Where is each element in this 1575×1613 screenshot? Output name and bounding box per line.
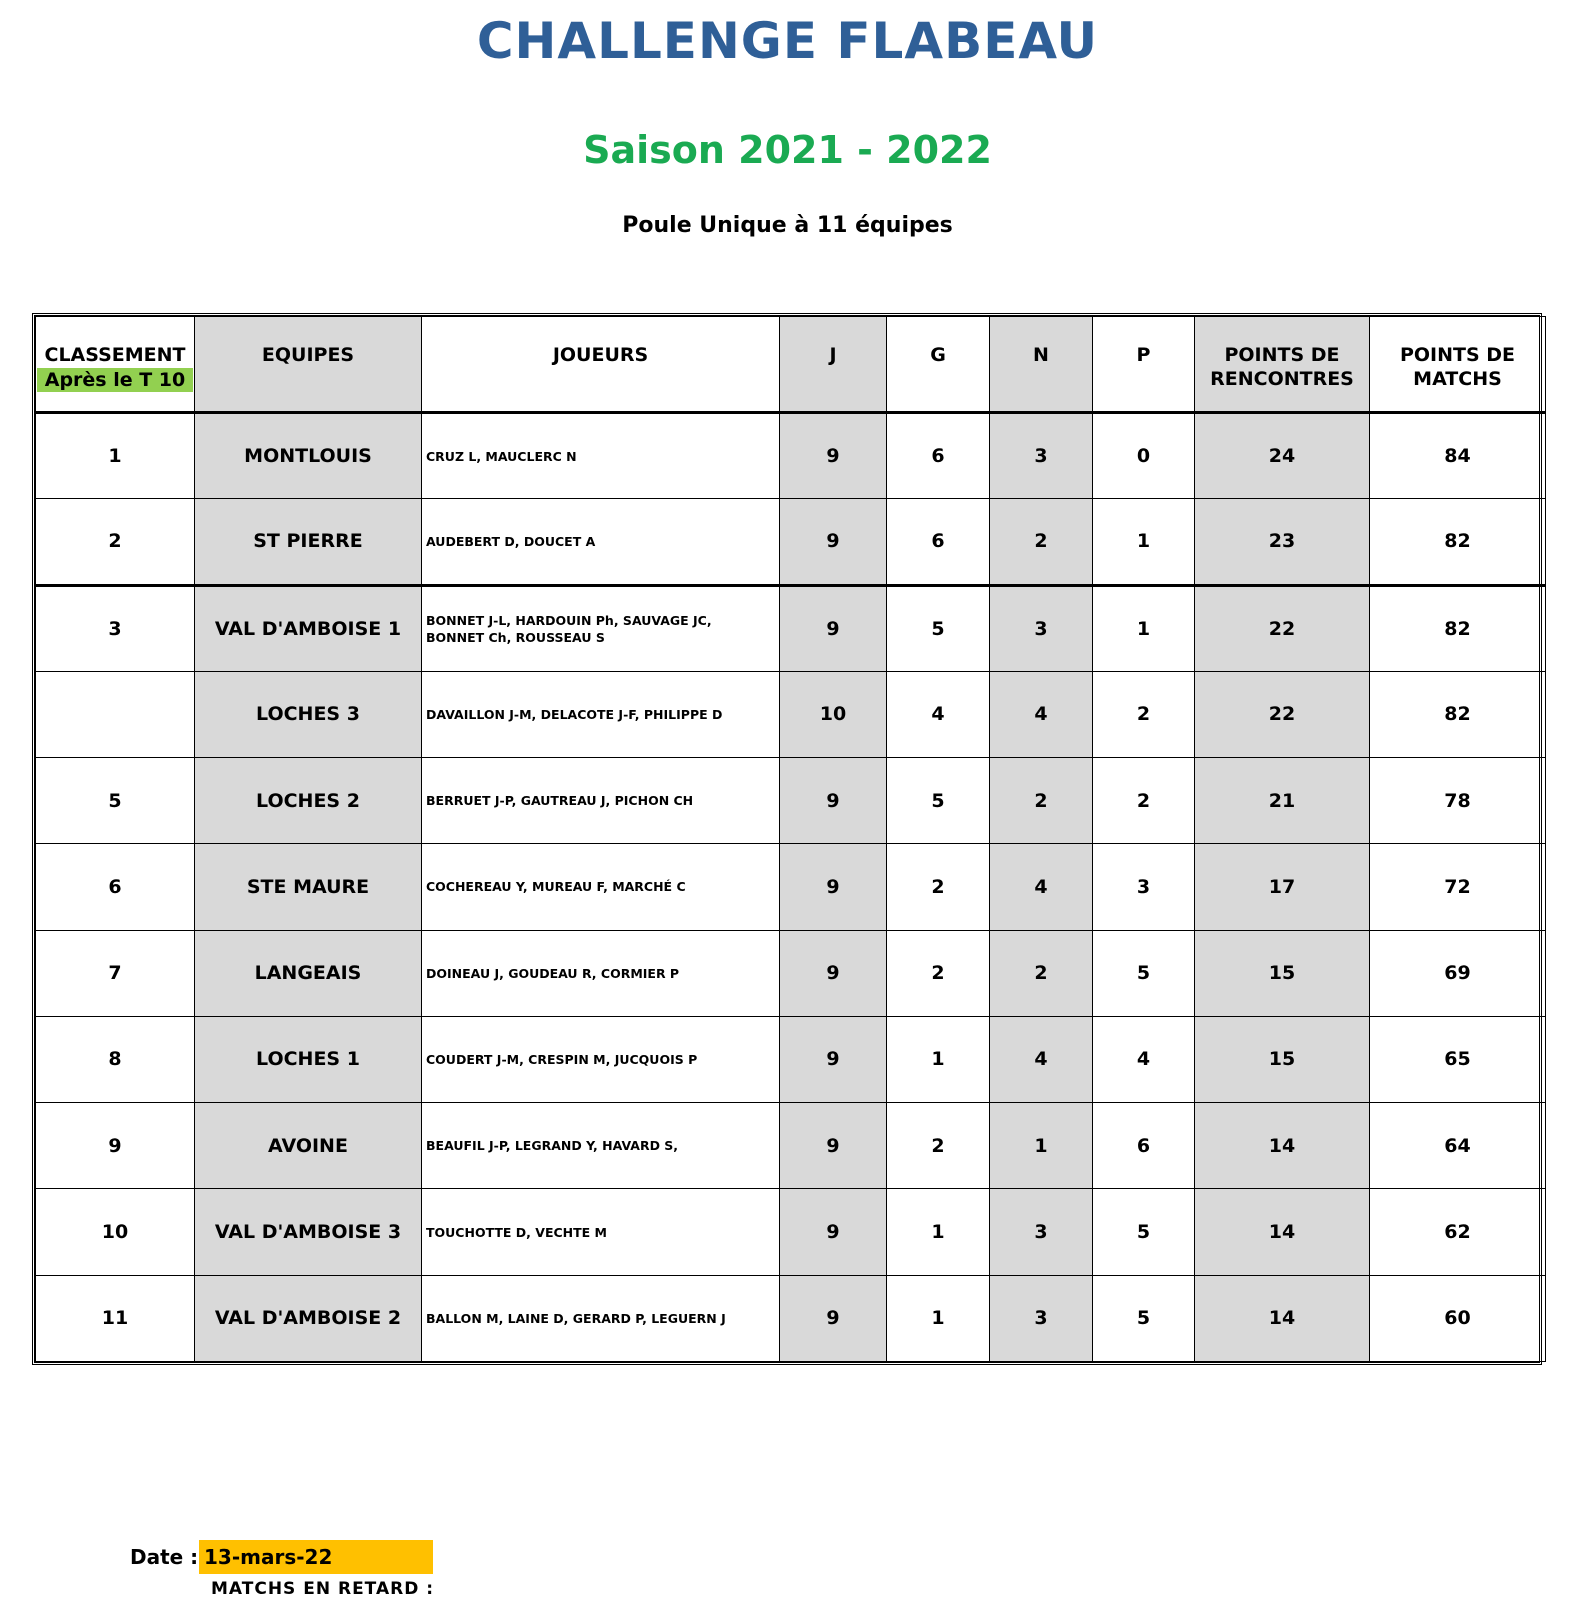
- j-cell: 9: [780, 1189, 887, 1275]
- points-matchs-cell: 69: [1370, 930, 1546, 1016]
- n-cell: 2: [990, 930, 1093, 1016]
- col-header-points-matchs: [1370, 317, 1546, 413]
- p-cell: 5: [1093, 1189, 1195, 1275]
- col-header-p: P: [1093, 317, 1195, 413]
- table-header-row: [36, 317, 1546, 413]
- col-header-points-matchs-line1: POINTS DE: [1399, 344, 1516, 366]
- rank-cell: 11: [36, 1275, 195, 1361]
- rank-cell: 1: [36, 413, 195, 499]
- n-cell: 2: [990, 499, 1093, 585]
- players-cell: [422, 413, 780, 499]
- table-body: [36, 413, 1546, 1362]
- n-cell: 3: [990, 1275, 1093, 1361]
- col-header-n: N: [990, 317, 1093, 413]
- team-cell: LOCHES 1: [195, 1016, 422, 1102]
- points-matchs-cell: 82: [1370, 499, 1546, 585]
- table-row: [36, 585, 1546, 671]
- player-line: BALLON M, LAINE D, GERARD P, LEGUERN J: [426, 1310, 726, 1326]
- rank-cell: 8: [36, 1016, 195, 1102]
- rank-cell: 6: [36, 844, 195, 930]
- player-line: BERRUET J-P, GAUTREAU J, PICHON CH: [426, 793, 694, 809]
- p-cell: 1: [1093, 585, 1195, 671]
- player-line: COUDERT J-M, CRESPIN M, JUCQUOIS P: [426, 1051, 698, 1067]
- player-line: DOINEAU J, GOUDEAU R, CORMIER P: [426, 965, 680, 981]
- g-cell: 2: [887, 930, 990, 1016]
- j-cell: 9: [780, 844, 887, 930]
- n-cell: 1: [990, 1103, 1093, 1189]
- table-row: [36, 1275, 1546, 1361]
- player-line: DAVAILLON J-M, DELACOTE J-F, PHILIPPE D: [426, 706, 723, 722]
- table-row: [36, 413, 1546, 499]
- standings-table-frame: [32, 313, 1542, 1365]
- g-cell: 1: [887, 1016, 990, 1102]
- rank-cell: 10: [36, 1189, 195, 1275]
- points-matchs-cell: 82: [1370, 671, 1546, 757]
- player-line: CRUZ L, MAUCLERC N: [426, 448, 577, 464]
- j-cell: 9: [780, 585, 887, 671]
- p-cell: 1: [1093, 499, 1195, 585]
- page-title: CHALLENGE FLABEAU: [476, 12, 1099, 70]
- g-cell: 5: [887, 585, 990, 671]
- g-cell: 6: [887, 413, 990, 499]
- team-cell: LOCHES 3: [195, 671, 422, 757]
- p-cell: 5: [1093, 1275, 1195, 1361]
- table-row: [36, 671, 1546, 757]
- n-cell: 3: [990, 413, 1093, 499]
- points-rencontres-cell: 14: [1195, 1275, 1370, 1361]
- col-header-classement: [36, 317, 195, 413]
- g-cell: 1: [887, 1189, 990, 1275]
- g-cell: 2: [887, 844, 990, 930]
- table-row: [36, 844, 1546, 930]
- player-line: TOUCHOTTE D, VECHTE M: [426, 1224, 607, 1240]
- points-rencontres-cell: 15: [1195, 1016, 1370, 1102]
- date-label: Date :: [130, 1545, 199, 1569]
- n-cell: 2: [990, 758, 1093, 844]
- rank-cell: 2: [36, 499, 195, 585]
- team-cell: LANGEAIS: [195, 930, 422, 1016]
- points-matchs-cell: 65: [1370, 1016, 1546, 1102]
- points-matchs-cell: 64: [1370, 1103, 1546, 1189]
- players-cell: [422, 585, 780, 671]
- j-cell: 9: [780, 1275, 887, 1361]
- j-cell: 9: [780, 413, 887, 499]
- points-rencontres-cell: 21: [1195, 758, 1370, 844]
- season-subtitle: Saison 2021 - 2022: [583, 128, 992, 172]
- table-row: [36, 1016, 1546, 1102]
- col-header-g: G: [887, 317, 990, 413]
- table-row: [36, 930, 1546, 1016]
- points-matchs-cell: 72: [1370, 844, 1546, 930]
- j-cell: 9: [780, 930, 887, 1016]
- points-rencontres-cell: 14: [1195, 1189, 1370, 1275]
- table-row: [36, 758, 1546, 844]
- g-cell: 1: [887, 1275, 990, 1361]
- col-header-equipes: EQUIPES: [195, 317, 422, 413]
- players-cell: [422, 930, 780, 1016]
- points-matchs-cell: 84: [1370, 413, 1546, 499]
- j-cell: 9: [780, 499, 887, 585]
- points-rencontres-cell: 22: [1195, 671, 1370, 757]
- col-header-classement-label: CLASSEMENT: [44, 344, 186, 366]
- team-cell: LOCHES 2: [195, 758, 422, 844]
- players-cell: [422, 758, 780, 844]
- player-line: COCHEREAU Y, MUREAU F, MARCHÉ C: [426, 879, 686, 895]
- points-rencontres-cell: 14: [1195, 1103, 1370, 1189]
- player-line: BEAUFIL J-P, LEGRAND Y, HAVARD S,: [426, 1138, 679, 1154]
- n-cell: 4: [990, 671, 1093, 757]
- players-cell: [422, 1275, 780, 1361]
- team-cell: AVOINE: [195, 1103, 422, 1189]
- points-rencontres-cell: 23: [1195, 499, 1370, 585]
- team-cell: MONTLOUIS: [195, 413, 422, 499]
- player-line: AUDEBERT D, DOUCET A: [426, 533, 596, 549]
- table-row: [36, 1103, 1546, 1189]
- p-cell: 5: [1093, 930, 1195, 1016]
- j-cell: 9: [780, 1103, 887, 1189]
- date-value: 13-mars-22: [199, 1540, 433, 1574]
- rank-cell: 9: [36, 1103, 195, 1189]
- players-cell: [422, 499, 780, 585]
- p-cell: 2: [1093, 758, 1195, 844]
- players-cell: [422, 1189, 780, 1275]
- p-cell: 0: [1093, 413, 1195, 499]
- points-matchs-cell: 60: [1370, 1275, 1546, 1361]
- col-header-points-matchs-line2: MATCHS: [1413, 368, 1502, 390]
- col-header-joueurs: JOUEURS: [422, 317, 780, 413]
- p-cell: 3: [1093, 844, 1195, 930]
- players-cell: [422, 1016, 780, 1102]
- table-row: [36, 1189, 1546, 1275]
- g-cell: 2: [887, 1103, 990, 1189]
- col-header-points-rencontres: [1195, 317, 1370, 413]
- n-cell: 4: [990, 844, 1093, 930]
- points-matchs-cell: 78: [1370, 758, 1546, 844]
- standings-table: [35, 316, 1546, 1362]
- players-cell: [422, 1103, 780, 1189]
- g-cell: 6: [887, 499, 990, 585]
- n-cell: 4: [990, 1016, 1093, 1102]
- players-cell: [422, 844, 780, 930]
- points-rencontres-cell: 22: [1195, 585, 1370, 671]
- p-cell: 4: [1093, 1016, 1195, 1102]
- team-cell: ST PIERRE: [195, 499, 422, 585]
- points-matchs-cell: 62: [1370, 1189, 1546, 1275]
- points-rencontres-cell: 24: [1195, 413, 1370, 499]
- rank-cell: 5: [36, 758, 195, 844]
- poule-subtitle: Poule Unique à 11 équipes: [622, 213, 953, 238]
- matchs-en-retard-label: MATCHS EN RETARD :: [211, 1579, 435, 1599]
- table-row: [36, 499, 1546, 585]
- col-header-points-rencontres-line1: POINTS DE: [1224, 344, 1340, 366]
- points-rencontres-cell: 17: [1195, 844, 1370, 930]
- col-header-j: J: [780, 317, 887, 413]
- rank-cell: [36, 671, 195, 757]
- j-cell: 9: [780, 758, 887, 844]
- j-cell: 9: [780, 1016, 887, 1102]
- p-cell: 6: [1093, 1103, 1195, 1189]
- points-rencontres-cell: 15: [1195, 930, 1370, 1016]
- player-line: BONNET Ch, ROUSSEAU S: [426, 629, 605, 645]
- g-cell: 5: [887, 758, 990, 844]
- col-header-points-rencontres-line2: RENCONTRES: [1210, 368, 1354, 390]
- g-cell: 4: [887, 671, 990, 757]
- p-cell: 2: [1093, 671, 1195, 757]
- n-cell: 3: [990, 1189, 1093, 1275]
- team-cell: STE MAURE: [195, 844, 422, 930]
- points-matchs-cell: 82: [1370, 585, 1546, 671]
- rank-cell: 7: [36, 930, 195, 1016]
- team-cell: VAL D'AMBOISE 3: [195, 1189, 422, 1275]
- n-cell: 3: [990, 585, 1093, 671]
- players-cell: [422, 671, 780, 757]
- apres-badge: Après le T 10: [37, 368, 194, 392]
- rank-cell: 3: [36, 585, 195, 671]
- player-line: BONNET J-L, HARDOUIN Ph, SAUVAGE JC,: [426, 612, 712, 628]
- team-cell: VAL D'AMBOISE 2: [195, 1275, 422, 1361]
- j-cell: 10: [780, 671, 887, 757]
- team-cell: VAL D'AMBOISE 1: [195, 585, 422, 671]
